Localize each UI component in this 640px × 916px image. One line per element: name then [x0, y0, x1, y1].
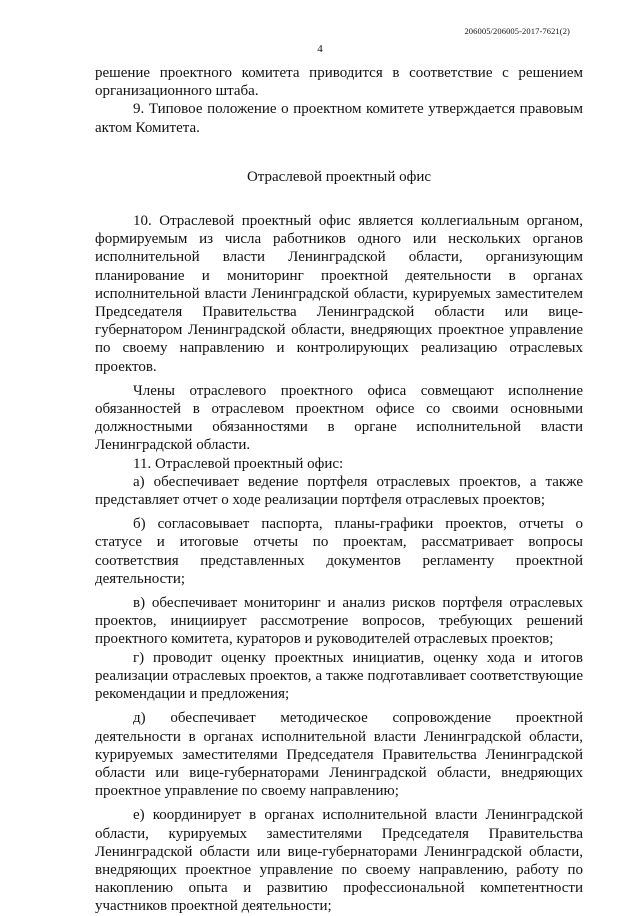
paragraph-10-members: Члены отраслевого проектного офиса совмещают исполнение обязанностей в отраслевом проектном офисе со своими основными должностными обязанностями в органе исполнительной власти Ленинградской области.	[95, 382, 583, 454]
section-heading: Отраслевой проектный офис	[246, 168, 432, 185]
document-body	[95, 64, 583, 916]
paragraph-11: 11. Отраслевой проектный офис:	[133, 455, 344, 472]
document-id: 206005/206005-2017-7621(2)	[464, 26, 570, 36]
list-item-e: е) координирует в органах исполнительной власти Ленинградской области, курируемых заместителями Председателя Правительства Ленинградской области или вице-губернаторами Ленинградской области, внедряющих проектное управление по своему направлению, работу по накоплению опыта и развитию профессиональной компетентности участников проектной деятельности;	[95, 807, 583, 915]
list-item-d: д) обеспечивает методическое сопровождение проектной деятельности в органах исполнительной власти Ленинградской области, курируемых заместителями Председателя Правительства Ленинградской области или вице-губернаторами Ленинградской области, внедряющих проектное управление по своему направлению;	[95, 710, 583, 800]
page-number: 4	[317, 43, 323, 55]
list-item-v: в) обеспечивает мониторинг и анализ рисков портфеля отраслевых проектов, инициирует рассмотрение вопросов, требующих решений проектного комитета, кураторов и руководителей отраслевых проектов;	[95, 595, 583, 648]
paragraph-9: 9. Типовое положение о проектном комитете утверждается правовым актом Комитета.	[95, 101, 583, 136]
list-item-b: б) согласовывает паспорта, планы-графики проектов, отчеты о статусе и итоговые отчеты по проектам, рассматривает вопросы соответствия представленных документов регламенту проектной деятельности;	[95, 516, 583, 587]
list-item-a: а) обеспечивает ведение портфеля отраслевых проектов, а также представляет отчет о ходе реализации портфеля отраслевых проектов;	[95, 473, 583, 509]
paragraph-continuation: решение проектного комитета приводится в соответствие с решением организационного штаба.	[95, 65, 583, 100]
paragraph-10: 10. Отраслевой проектный офис является коллегиальным органом, формируемым из числа работников одного или нескольких органов исполнительной власти Ленинградской области, организующим планирование и мониторинг проектной деятельности в органах исполнительной власти Ленинградской области, курируемых заместителем Председателя Правительства Ленинградской области или вице-губернатором Ленинградской области, внедряющих проектное управление по своему направлению и контролирующих реализацию отраслевых проектов.	[95, 213, 583, 375]
list-item-g: г) проводит оценку проектных инициатив, оценку хода и итогов реализации отраслевых проектов, а также подготавливает соответствующие рекомендации и предложения;	[95, 649, 583, 703]
